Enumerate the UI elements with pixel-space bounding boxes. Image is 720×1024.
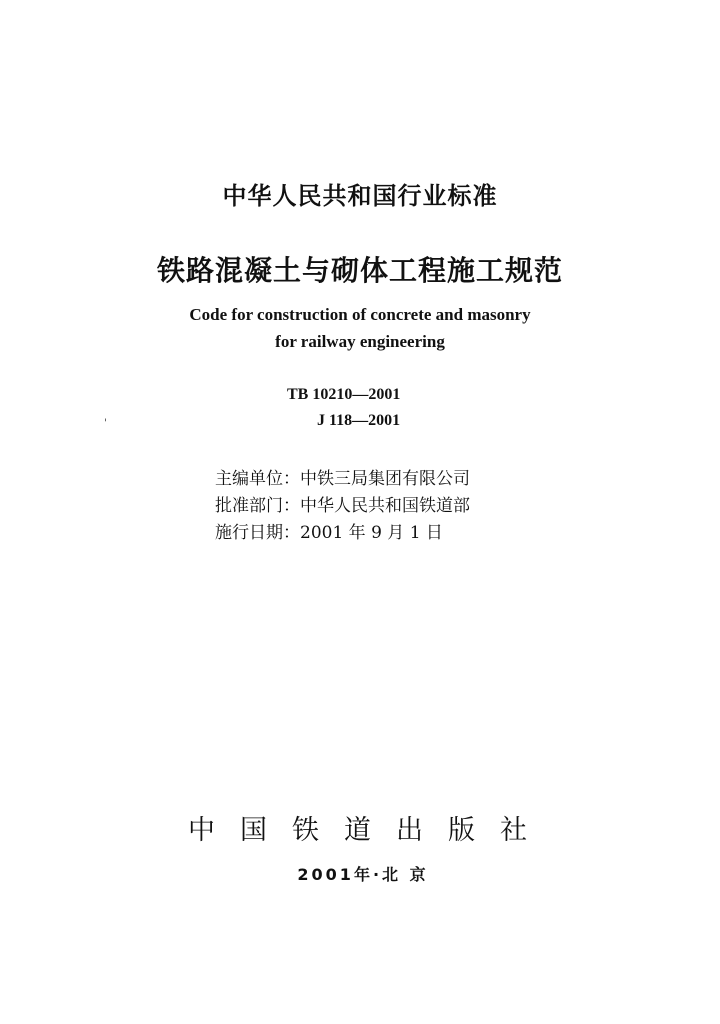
document-title-zh: 铁路混凝土与砌体工程施工规范 [156,254,563,287]
document-title-en-line1: Code for construction of concrete and masonry [189,305,531,324]
document-title-en-line2: for railway engineering [275,332,445,351]
standard-type-heading: 中华人民共和国行业标准 [222,182,498,210]
approver-value: 中华人民共和国铁道部 [300,496,470,516]
approver-row [215,491,470,516]
approver-label: 批准部门： [215,496,300,516]
tb-standard-code: TB 10210—2001 [287,386,401,403]
effective-date-label: 施行日期： [215,523,300,543]
editor-row [215,464,470,489]
publication-year-place: 2001年·北 京 [297,865,429,884]
publisher-name: 中国铁道出版社 [188,815,552,846]
effective-date-row [215,518,443,543]
editor-label: 主编单位： [215,469,300,489]
editor-value: 中铁三局集团有限公司 [300,469,470,489]
j-standard-code: J 118—2001 [317,412,401,429]
effective-date-value: 2001 年 9 月 1 日 [300,523,443,543]
scan-speck: ' [104,418,107,429]
